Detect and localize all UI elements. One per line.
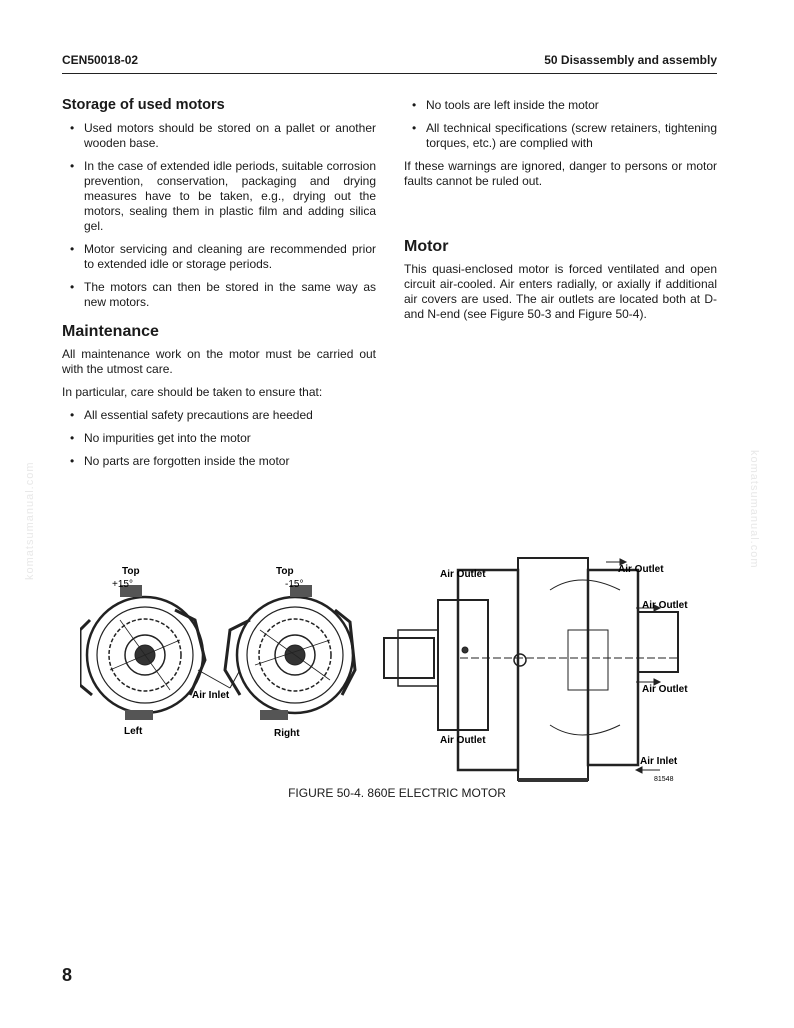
list-item: • In the case of extended idle periods, suitable corrosion prevention, conservation, packaging and drying measures have to be taken, e.g., drying out the motors, sealing them in plastic film and adding silica gel. xyxy=(62,159,376,234)
warning-text: If these warnings are ignored, danger to persons or motor faults cannot be ruled out. xyxy=(404,159,717,188)
maintenance-list xyxy=(62,408,376,469)
left-column xyxy=(62,98,376,477)
watermark-left: komatsumanual.com xyxy=(24,461,36,580)
motor-diagram xyxy=(80,550,700,790)
list-item: • Used motors should be stored on a pallet or another wooden base. xyxy=(62,121,376,151)
storage-list xyxy=(62,121,376,310)
checks-list xyxy=(404,98,717,151)
maintenance-intro: All maintenance work on the motor must be carried out with the utmost care. xyxy=(62,347,376,376)
list-item: • The motors can then be stored in the same way as new motors. xyxy=(62,280,376,310)
label-right: Right xyxy=(274,728,300,739)
motor-figure xyxy=(80,550,700,790)
right-column xyxy=(404,98,717,330)
list-item: • All essential safety precautions are heeded xyxy=(62,408,376,423)
left-end-view xyxy=(80,585,205,720)
list-item: • Motor servicing and cleaning are recommended prior to extended idle or storage periods. xyxy=(62,242,376,272)
label-air-outlet-3: Air Outlet xyxy=(642,600,688,611)
motor-body: This quasi-enclosed motor is forced ventilated and open circuit air-cooled. Air enters radially, or axially if additional air covers are used. The air outlets are located both at D- and N-end (see Figure 50-3 and Figure 50-4). xyxy=(404,262,717,321)
storage-heading: Storage of used motors xyxy=(62,97,225,113)
section-title: 50 Disassembly and assembly xyxy=(544,53,717,67)
label-air-outlet-1: Air Outlet xyxy=(440,569,486,580)
maintenance-lead: In particular, care should be taken to ensure that: xyxy=(62,385,323,399)
label-angle-right: -15° xyxy=(285,579,304,590)
label-top-left: Top xyxy=(122,566,140,577)
list-item: • All technical specifications (screw retainers, tightening torques, etc.) are complied with xyxy=(404,121,717,151)
list-item: • No impurities get into the motor xyxy=(62,431,376,446)
list-item: • No parts are forgotten inside the motor xyxy=(62,454,376,469)
label-angle-left: +15° xyxy=(112,579,133,590)
airflow-arrows xyxy=(606,559,660,773)
label-air-outlet-5: Air Outlet xyxy=(440,735,486,746)
motor-heading: Motor xyxy=(404,238,449,255)
maintenance-heading: Maintenance xyxy=(62,323,159,340)
label-left: Left xyxy=(124,726,143,737)
figure-ref-number: 81548 xyxy=(654,776,674,783)
right-end-view xyxy=(225,585,355,720)
watermark-right: komatsumanual.com xyxy=(748,450,760,569)
label-air-inlet-center: Air Inlet xyxy=(192,690,230,701)
label-air-inlet-bottom: Air Inlet xyxy=(640,756,678,767)
doc-id: CEN50018-02 xyxy=(62,53,139,67)
side-cutaway-view xyxy=(384,558,680,782)
label-top-right: Top xyxy=(276,566,294,577)
page-header xyxy=(62,53,717,74)
page-number: 8 xyxy=(62,965,73,985)
label-air-outlet-2: Air Outlet xyxy=(618,564,664,575)
figure-caption: FIGURE 50-4. 860E ELECTRIC MOTOR xyxy=(288,786,506,800)
label-air-outlet-4: Air Outlet xyxy=(642,684,688,695)
list-item: • No tools are left inside the motor xyxy=(404,98,717,113)
